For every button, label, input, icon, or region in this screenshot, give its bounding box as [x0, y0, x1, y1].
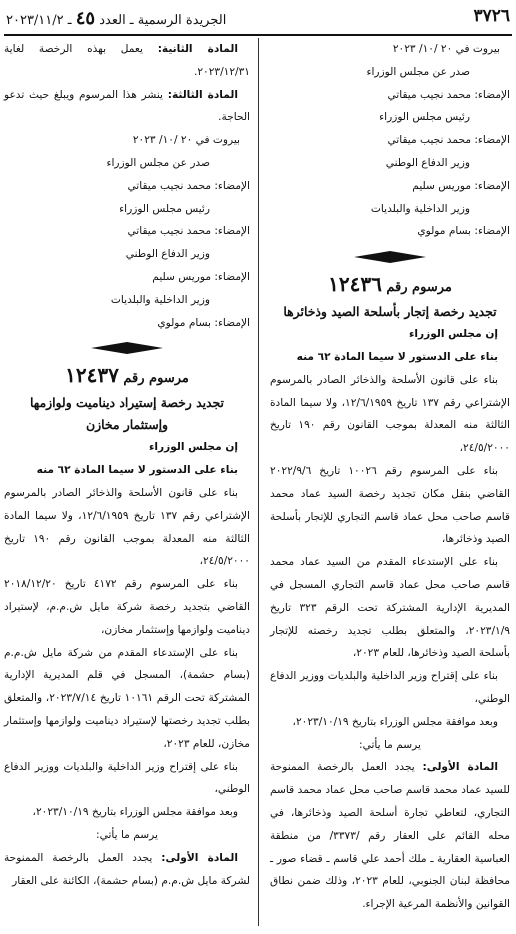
defense-minister-title: وزير الدفاع الوطني — [125, 248, 210, 261]
constitution-basis: بناء على الدستور لا سيما المادة ٦٢ منه — [296, 350, 498, 363]
article-label: المادة الثالثة: — [167, 88, 238, 101]
preamble-paragraph: بناء على الإستدعاء المقدم من السيد عماد محمد قاسم صاحب محل عماد قاسم التجاري المسجل في المديرية الإدارية المشتركة تحت الرقم ٣٢٣ تاريخ ٢٠٢٣/١/٩، والمتعلق بطلب تجديد رخصته للإتجار بأسلحة الصيد وذخائرها، للعام ٢٠٢٣، — [270, 556, 510, 660]
preamble-paragraph: بناء على قانون الأسلحة والذخائر الصادر بالمرسوم الإشتراعي رقم ١٣٧ تاريخ ١٢/٦/١٩٥٩، ولا سيما المادة الثالثة منه المعدلة بموجب القانون رقم ١٩٠ تاريخ ٢٤/٥/٢٠٠٠، — [4, 486, 251, 568]
page-number: ٣٧٢٦ — [473, 6, 510, 26]
article-paragraph — [4, 84, 250, 130]
article-paragraph — [270, 756, 510, 916]
preamble-paragraph: بناء على المرسوم رقم ٤١٧٢ تاريخ ٢٠١٨/١٢/٢٠ القاضي بتجديد رخصة شركة مايل ش.م.م، لإستيراد ديناميت ولوازمها وإستثمار مخازن، — [4, 578, 250, 636]
page-header — [6, 6, 510, 32]
article-label: المادة الأولى: — [161, 851, 238, 864]
decree-title: تجديد رخصة إتجار بأسلحة الصيد وذخائرها — [283, 304, 497, 320]
decree-label: مرسوم رقم — [386, 280, 452, 296]
signature: الإمضاء: موريس سليم — [412, 179, 510, 192]
issued-by: صدر عن مجلس الوزراء — [106, 156, 210, 169]
issue-date: ـ ٢٠٢٣/١١/٢ — [6, 13, 72, 28]
article-text: يجدد العمل بالرخصة الممنوحة لشركة مايل ش.م.م (بسام حشمة)، الكائنة على العقار — [4, 851, 250, 887]
article-paragraph — [4, 847, 250, 893]
preamble-paragraph: بناء على إقتراح وزير الداخلية والبلديات ووزير الدفاع الوطني، — [270, 670, 510, 705]
decrees-line: يرسم ما يأتي: — [359, 738, 421, 751]
left-column — [4, 38, 250, 926]
interior-minister-title: وزير الداخلية والبلديات — [110, 293, 210, 306]
signature: الإمضاء: محمد نجيب ميقاتي — [387, 134, 510, 147]
defense-minister-title: وزير الدفاع الوطني — [385, 156, 470, 169]
signature: الإمضاء: محمد نجيب ميقاتي — [127, 225, 250, 238]
article-label: المادة الثانية: — [157, 43, 238, 55]
issued-by: صدر عن مجلس الوزراء — [366, 65, 470, 78]
decree-title: تجديد رخصة إستيراد ديناميت ولوازمها — [29, 395, 225, 411]
decree-number: ١٢٤٣٦ — [328, 272, 382, 297]
signature: الإمضاء: بسام مولوي — [157, 316, 250, 329]
article-text: ينشر هذا المرسوم ويبلغ حيث تدعو الحاجة. — [4, 88, 250, 124]
decree-label: مرسوم رقم — [123, 371, 189, 387]
section-separator — [270, 249, 510, 265]
approval-line: وبعد موافقة مجلس الوزراء بتاريخ ٢٠٢٣/١٠/١٩، — [32, 806, 238, 819]
signature: الإمضاء: موريس سليم — [152, 270, 250, 283]
decree-heading — [4, 362, 250, 392]
preamble-paragraph: بناء على المرسوم رقم ١٠٠٢٦ تاريخ ٢٠٢٢/٩/٦ القاضي بنقل مكان تجديد رخصة السيد عماد محمد قاسم صاحب محل عماد قاسم التجاري للإتجار بأسلحة الصيد وذخائرها، — [270, 464, 510, 546]
article-label: المادة الأولى: — [422, 761, 498, 774]
decrees-line: يرسم ما يأتي: — [96, 828, 158, 841]
separator-ornament — [91, 342, 163, 354]
pm-title: رئيس مجلس الوزراء — [119, 202, 210, 215]
signature: الإمضاء: محمد نجيب ميقاتي — [127, 179, 250, 192]
decree-title: وإستثمار مخازن — [85, 417, 168, 433]
right-column — [270, 38, 510, 926]
decree-number: ١٢٤٣٧ — [65, 363, 119, 388]
signature: الإمضاء: بسام مولوي — [417, 225, 510, 238]
issue-number: ٤٥ — [75, 8, 96, 29]
signature: الإمضاء: محمد نجيب ميقاتي — [387, 88, 510, 101]
article-paragraph — [4, 38, 250, 84]
article-text: يعمل بهذه الرخصة لغاية ٢٠٢٣/١٢/٣١. — [4, 43, 250, 78]
article-text: يجدد العمل بالرخصة الممنوحة للسيد عماد محمد قاسم صاحب محل عماد محمد قاسم التجاري، لتعاطي تجارة أسلحة الصيد وذخائرها، في محله القائم على العقار رقم /٣٣٧٣/ من منطقة العباسية العقارية ـ ملك أحمد علي قاسم ـ قضاء صور ـ محافظة لبنان الجنوبي، للعام ٢٠٢٣، وذلك ضمن نطاق القوانين والأنظمة المرعية الإجراء. — [270, 761, 510, 911]
constitution-basis: بناء على الدستور لا سيما المادة ٦٢ منه — [36, 464, 238, 477]
interior-minister-title: وزير الداخلية والبلديات — [370, 202, 470, 215]
gazette-issue-title — [6, 8, 226, 29]
separator-ornament — [354, 251, 426, 263]
column-divider — [258, 38, 259, 926]
header-rule — [4, 34, 512, 36]
preamble-paragraph: بناء على الإستدعاء المقدم من شركة مايل ش.م.م (بسام حشمة)، المسجل في قلم المديرية الإدارية المشتركة تحت الرقم ١٠١٦١ تاريخ ٢٠٢٣/٧/١٤، والمتعلق بطلب تجديد رخصتها لإستيراد ديناميت ولوازمها وإستثمار مخازن، للعام ٢٠٢٣، — [4, 646, 250, 750]
preamble-paragraph: بناء على قانون الأسلحة والذخائر الصادر بالمرسوم الإشتراعي رقم ١٣٧ تاريخ ١٢/٦/١٩٥٩، ولا سيما المادة الثالثة منه المعدلة بموجب القانون رقم ١٩٠ تاريخ ٢٤/٥/٢٠٠٠، — [270, 373, 510, 455]
approval-line: وبعد موافقة مجلس الوزراء بتاريخ ٢٠٢٣/١٠/١٩، — [292, 715, 498, 728]
pm-title: رئيس مجلس الوزراء — [379, 111, 470, 124]
decree-heading — [270, 271, 510, 301]
council-line: إن مجلس الوزراء — [408, 328, 498, 341]
council-line: إن مجلس الوزراء — [148, 441, 238, 454]
preamble-paragraph: بناء على إقتراح وزير الداخلية والبلديات ووزير الدفاع الوطني، — [4, 760, 250, 796]
place-date: بيروت في ٢٠ /١٠/ ٢٠٢٣ — [392, 43, 500, 55]
section-separator — [4, 340, 250, 356]
place-date: بيروت في ٢٠ /١٠/ ٢٠٢٣ — [132, 134, 240, 147]
gazette-name: الجريدة الرسمية ـ العدد — [99, 13, 227, 28]
